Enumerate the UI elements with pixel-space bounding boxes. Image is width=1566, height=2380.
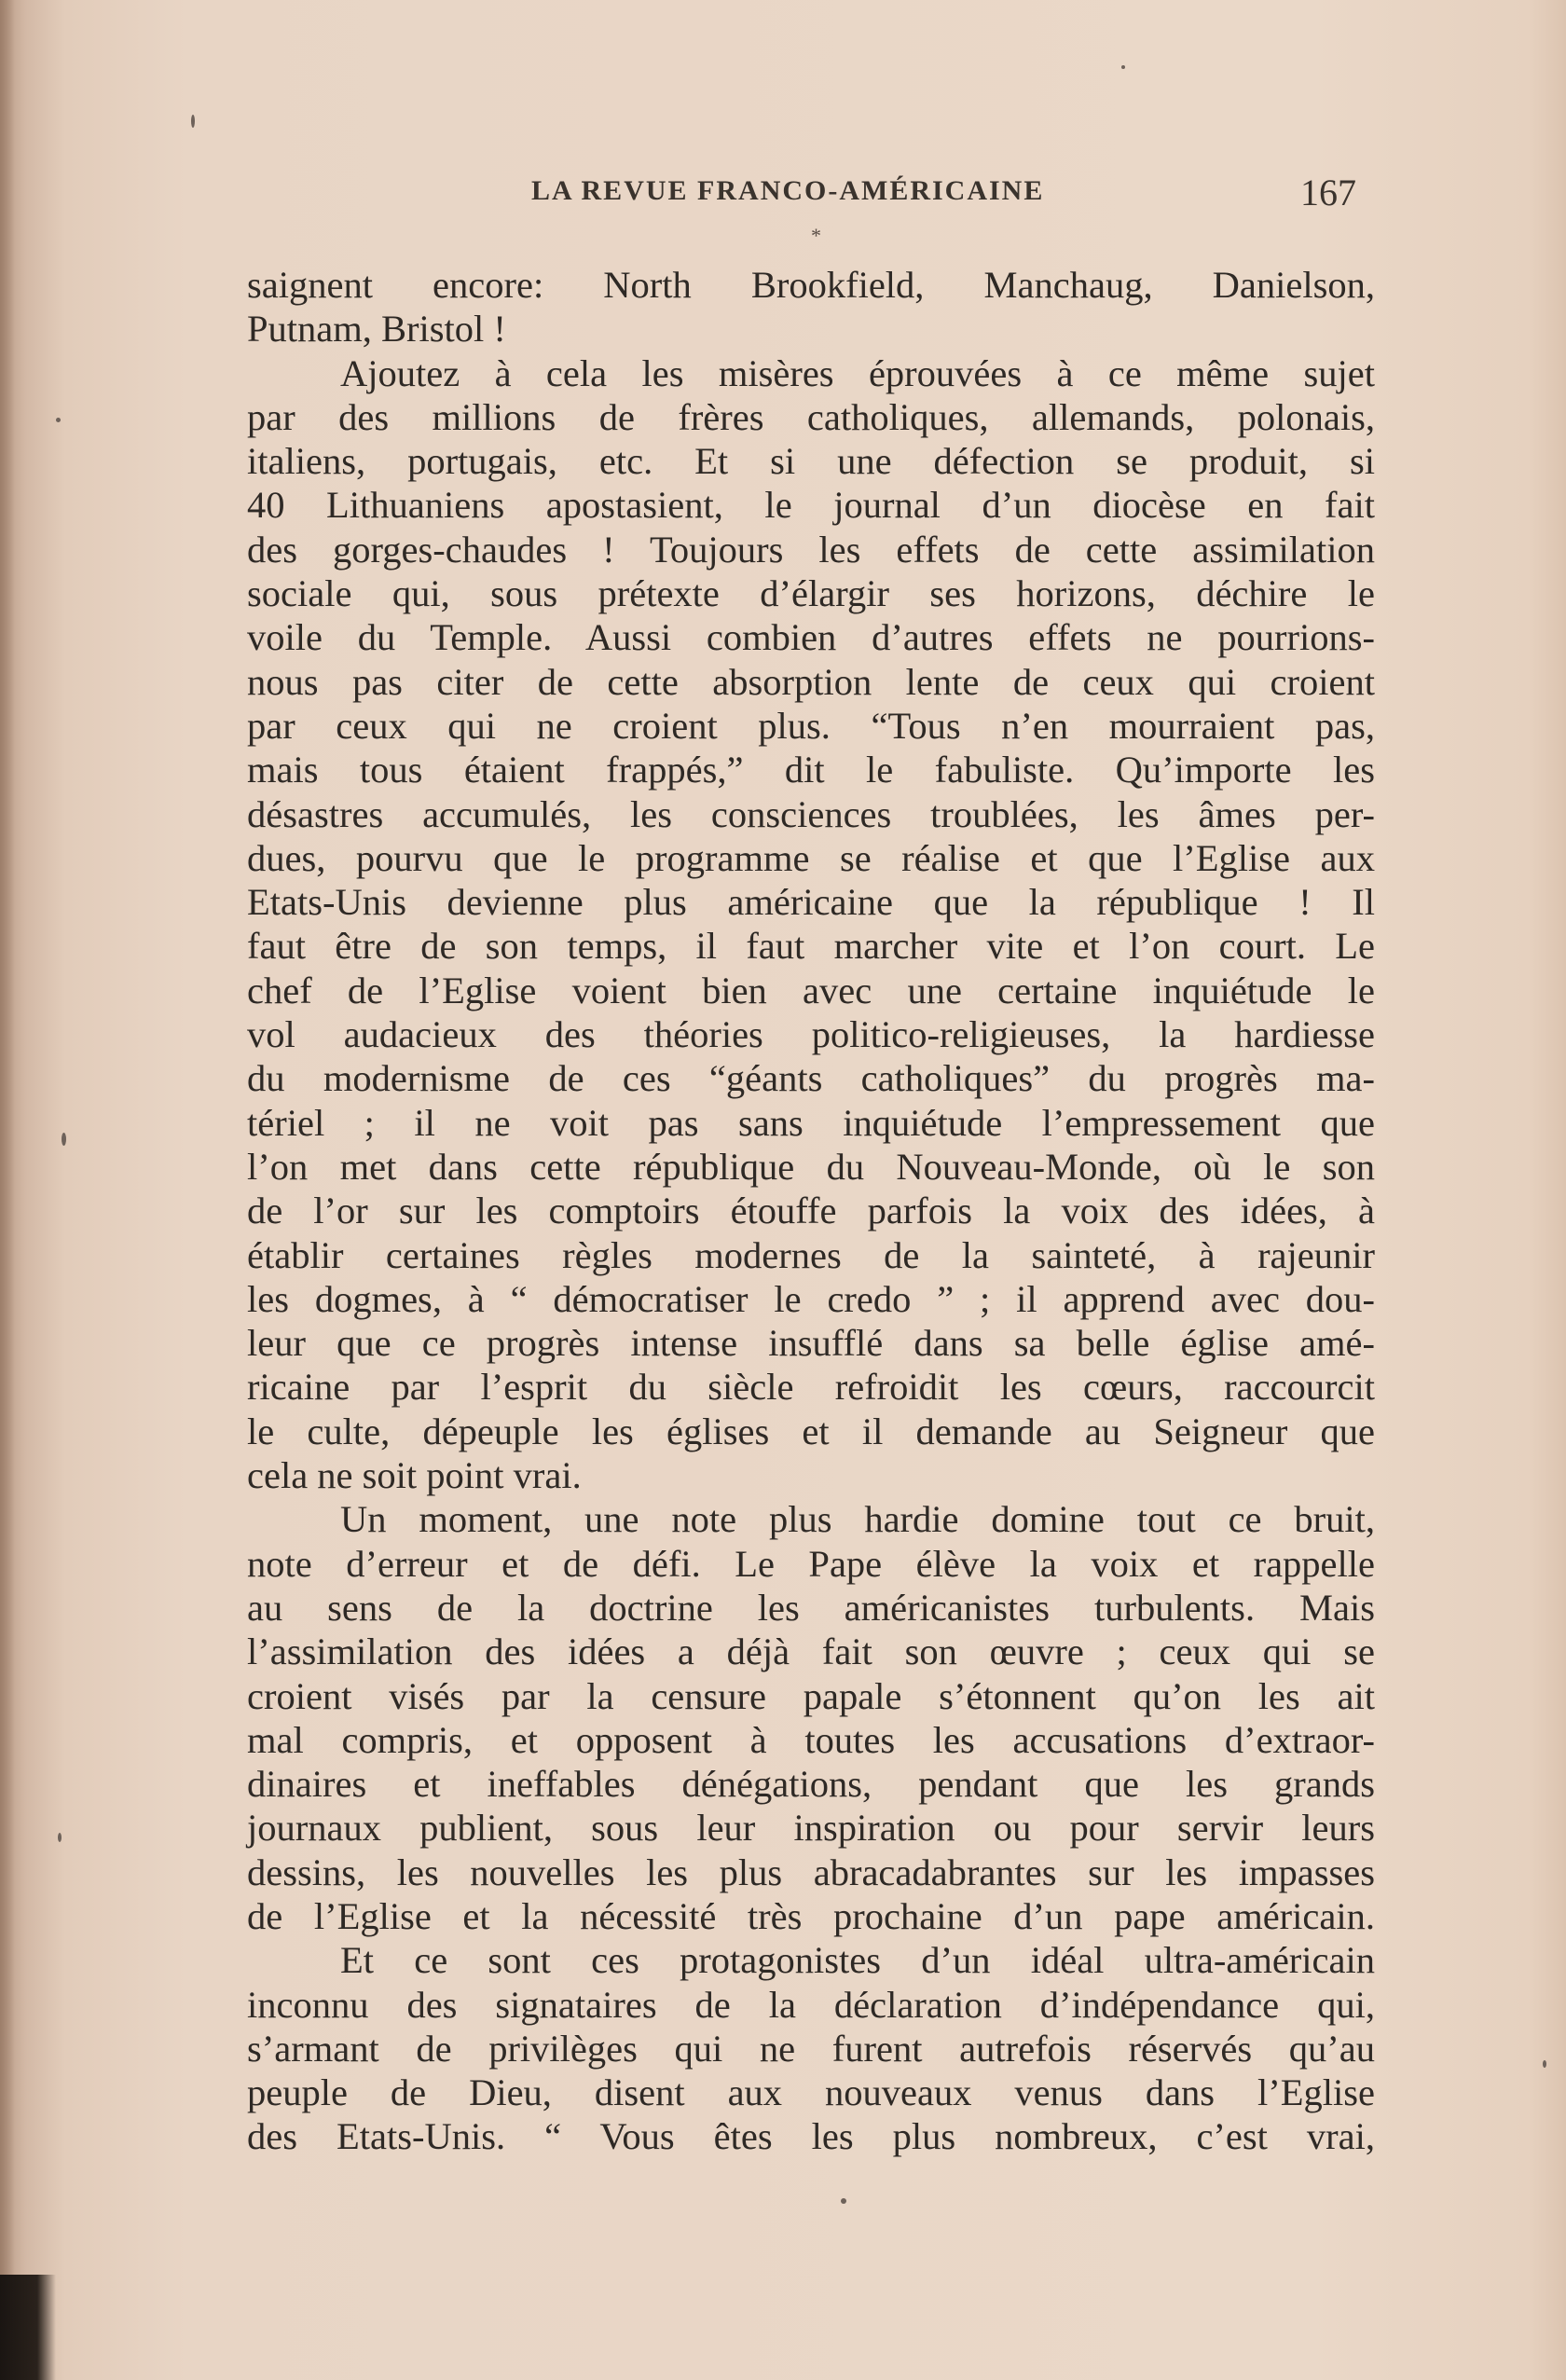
text-line: journaux publient, sous leur inspiration ou pour servir leurs [247,1807,1375,1850]
text-line: Putnam, Bristol ! [247,308,506,351]
text-line: ricaine par l’esprit du siècle refroidit les cœurs, raccourcit [247,1366,1375,1409]
printer-mark: * [811,224,821,247]
text-line: le culte, dépeuple les églises et il demande au Seigneur que [247,1410,1375,1452]
text-line: dues, pourvu que le programme se réalise et que l’Eglise aux [247,836,1375,879]
text-line: sociale qui, sous prétexte d’élargir ses horizons, déchire le [247,572,1375,615]
text-line: dessins, les nouvelles les plus abracadabrantes sur les impasses [247,1850,1375,1893]
paper-speck [1543,2060,1546,2068]
body-text [247,263,1375,2159]
text-line: 40 Lithuaniens apostasient, le journal d’un diocèse en fait [247,484,1375,527]
text-line: nous pas citer de cette absorption lente de ceux qui croient [247,660,1375,703]
text-line: italiens, portugais, etc. Et si une défection se produit, si [247,440,1375,483]
text-line: s’armant de privilèges qui ne furent autrefois réservés qu’au [247,2027,1375,2070]
paper-speck [62,1133,66,1146]
text-line: l’on met dans cette république du Nouveau-Monde, où le son [247,1145,1375,1188]
text-line: saignent encore: North Brookfield, Manchaug, Danielson, [247,264,1375,306]
text-line: des gorges-chaudes ! Toujours les effets de cette assimilation [247,528,1375,571]
paper-speck [58,1833,62,1842]
text-line: l’assimilation des idées a déjà fait son œuvre ; ceux qui se [247,1630,1375,1673]
text-line: des Etats-Unis. “ Vous êtes les plus nombreux, c’est vrai, [247,2115,1375,2158]
paper-speck [191,115,195,128]
text-line: tériel ; il ne voit pas sans inquiétude l’empressement que [247,1101,1375,1144]
text-line: de l’or sur les comptoirs étouffe parfois la voix des idées, à [247,1190,1375,1232]
text-line: faut être de son temps, il faut marcher vite et l’on court. Le [247,925,1375,968]
text-line: désastres accumulés, les consciences troublées, les âmes per- [247,792,1375,835]
text-line: dinaires et ineffables dénégations, pendant que les grands [247,1763,1375,1806]
text-line: croient visés par la censure papale s’étonnent qu’on les ait [247,1674,1375,1717]
paragraph-start-line: Et ce sont ces protagonistes d’un idéal ultra-américain [340,1939,1375,1982]
text-line: peuple de Dieu, disent aux nouveaux venus dans l’Eglise [247,2071,1375,2114]
text-line: mal compris, et opposent à toutes les accusations d’extraor- [247,1718,1375,1761]
text-line: voile du Temple. Aussi combien d’autres effets ne pourrions- [247,616,1375,659]
text-line: du modernisme de ces “géants catholiques” du progrès ma- [247,1057,1375,1100]
paragraph-start-line: Ajoutez à cela les misères éprouvées à ce même sujet [340,351,1375,394]
text-line: par ceux qui ne croient plus. “Tous n’en mourraient pas, [247,704,1375,747]
paper-speck [841,2198,846,2204]
text-line: de l’Eglise et la nécessité très prochaine d’un pape américain. [247,1894,1375,1937]
text-line: chef de l’Eglise voient bien avec une certaine inquiétude le [247,969,1375,1011]
running-title: LA REVUE FRANCO-AMÉRICAINE [531,175,1045,206]
text-line: mais tous étaient frappés,” dit le fabuliste. Qu’importe les [247,749,1375,791]
text-line: note d’erreur et de défi. Le Pape élève la voix et rappelle [247,1542,1375,1585]
text-line: les dogmes, à “ démocratiser le credo ” ; il apprend avec dou- [247,1277,1375,1320]
text-line: Etats-Unis devienne plus américaine que la république ! Il [247,881,1375,924]
page-gutter-shadow [0,0,15,2380]
text-line: cela ne soit point vrai. [247,1454,582,1497]
text-line: au sens de la doctrine les américanistes turbulents. Mais [247,1586,1375,1629]
text-line: vol audacieux des théories politico-religieuses, la hardiesse [247,1013,1375,1056]
text-line: leur que ce progrès intense insufflé dans sa belle église amé- [247,1322,1375,1365]
binding-edge [0,2275,56,2380]
paragraph-start-line: Un moment, une note plus hardie domine tout ce bruit, [340,1498,1375,1541]
paper-speck [1121,65,1125,69]
text-line: inconnu des signataires de la déclaration d’indépendance qui, [247,1983,1375,2026]
text-line: établir certaines règles modernes de la sainteté, à rajeunir [247,1233,1375,1276]
text-line: par des millions de frères catholiques, allemands, polonais, [247,395,1375,438]
paper-speck [56,418,61,422]
page-number: 167 [1300,172,1356,213]
